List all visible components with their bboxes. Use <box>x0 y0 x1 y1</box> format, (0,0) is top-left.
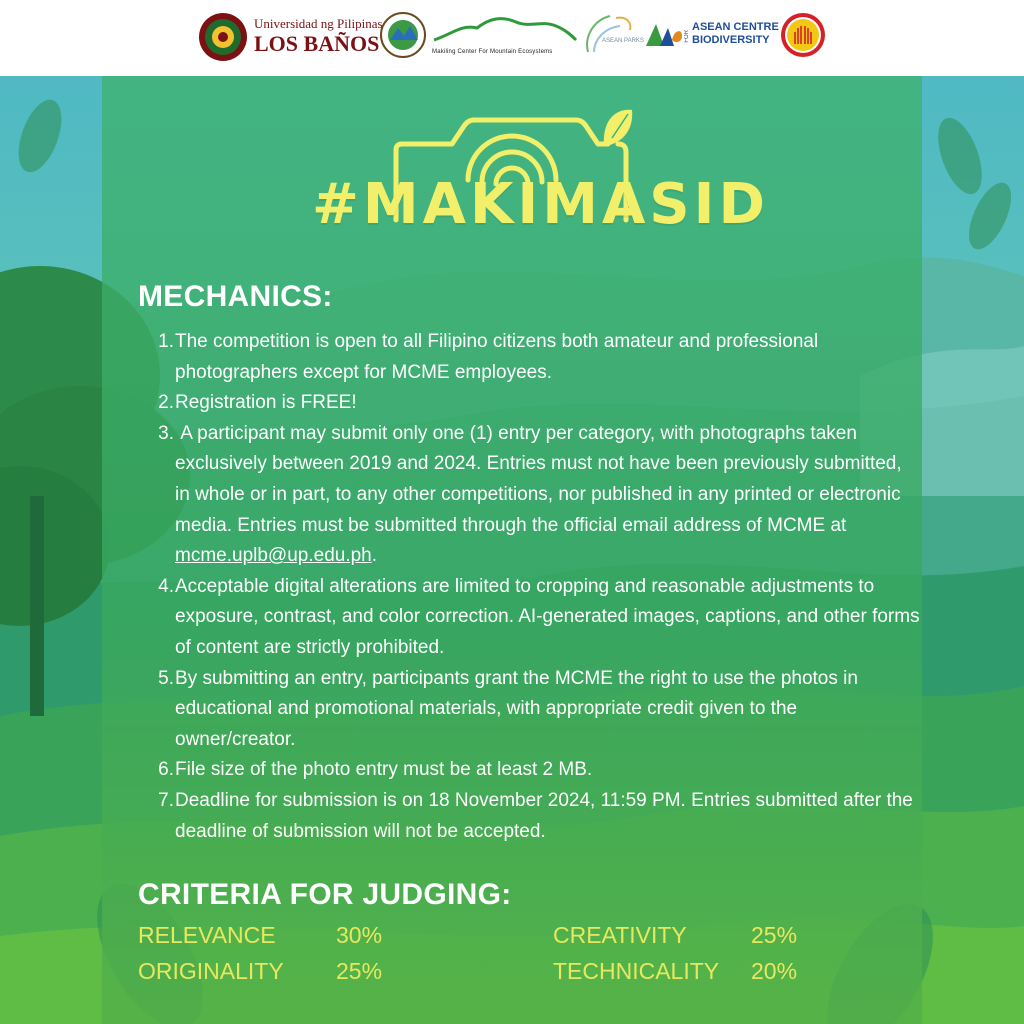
mechanics-item-number: 4. <box>158 575 174 597</box>
mechanics-item-text: Deadline for submission is on 18 November 2024, 11:59 PM. Entries submitted after the deadline of submission will not be accepted. <box>175 789 913 842</box>
criteria-name: ORIGINALITY <box>138 958 284 984</box>
mechanics-item-text: File size of the photo entry must be at least 2 MB. <box>175 759 593 781</box>
mechanics-item-5 <box>140 664 920 756</box>
sponsor-logos <box>196 10 828 66</box>
criteria-value: 25% <box>336 958 383 984</box>
asean-parks-logo-icon <box>580 12 640 56</box>
mechanics-item-text: Acceptable digital alterations are limited to cropping and reasonable adjustments to exposure, contrast, and color correction. AI-generated images, captions, and other forms of content are strictly prohibited. <box>175 575 920 658</box>
criteria-name: TECHNICALITY <box>553 958 720 984</box>
acb-line2: BIODIVERSITY <box>692 34 770 46</box>
mechanics-item-number: 5. <box>158 667 174 689</box>
mechanics-item-3 <box>140 419 920 572</box>
mechanics-item-1 <box>140 327 920 388</box>
makiling-caption: Makiling Center For Mountain Ecosystems <box>432 49 553 55</box>
criteria-value: 25% <box>751 922 798 948</box>
uplb-wordmark-line2: LOS BAÑOS <box>254 31 380 56</box>
mechanics-item-number: 3. <box>158 422 174 444</box>
makiling-logo <box>432 14 580 55</box>
mechanics-item-text: The competition is open to all Filipino citizens both amateur and professional photographers except for MCME employees. <box>175 331 819 383</box>
acb-prefix: FOR <box>684 30 690 43</box>
hashtag-title: #MAKIMASID <box>312 172 769 237</box>
criteria-name: CREATIVITY <box>553 922 687 948</box>
mcme-seal-icon <box>380 12 426 58</box>
uplb-seal-icon <box>198 12 248 62</box>
criteria-name: RELEVANCE <box>138 922 276 948</box>
mechanics-item-number: 7. <box>158 789 174 811</box>
mountain-logo-icon <box>432 14 578 42</box>
mechanics-item-2 <box>140 388 920 419</box>
mechanics-item-number: 2. <box>158 392 174 414</box>
mechanics-item-number: 6. <box>158 759 174 781</box>
mechanics-item-6 <box>140 755 920 786</box>
uplb-wordmark-line1: Universidad ng Pilipinas <box>254 16 383 31</box>
mechanics-list <box>140 327 920 847</box>
asean-parks-logo <box>580 12 644 62</box>
mechanics-item-7 <box>140 786 920 847</box>
email-link[interactable]: mcme.uplb@up.edu.ph <box>175 545 372 567</box>
mechanics-item-text: Registration is FREE! <box>175 392 357 414</box>
mechanics-item-4 <box>140 572 920 664</box>
criteria-heading: CRITERIA FOR JUDGING: <box>138 878 512 911</box>
acb-line1: ASEAN CENTRE <box>692 21 779 33</box>
uplb-wordmark <box>254 16 383 56</box>
acb-logo-icon <box>644 20 684 48</box>
mechanics-item-number: 1. <box>158 331 174 352</box>
header-bar <box>0 0 1024 76</box>
mechanics-item-text-wrap <box>175 419 920 572</box>
criteria-value: 30% <box>336 922 383 948</box>
mechanics-item-text: A participant may submit only one (1) entry per category, with photographs taken exclusively between 2019 and 2024. Entries must not have been previously submitted, in whole or in part, to any other competitions, nor published in any printed or electronic media. Entries must be submitted through the official email address of MCME at <box>175 422 907 536</box>
asean-emblem-icon <box>780 12 826 58</box>
criteria-value: 20% <box>751 958 798 984</box>
mechanics-item-text: By submitting an entry, participants grant the MCME the right to use the photos in educational and promotional materials, with appropriate credit given to the owner/creator. <box>175 667 858 750</box>
asean-parks-caption: ASEAN PARKS <box>602 38 644 44</box>
mechanics-heading: MECHANICS: <box>138 280 333 313</box>
mechanics-item-period: . <box>371 545 378 567</box>
